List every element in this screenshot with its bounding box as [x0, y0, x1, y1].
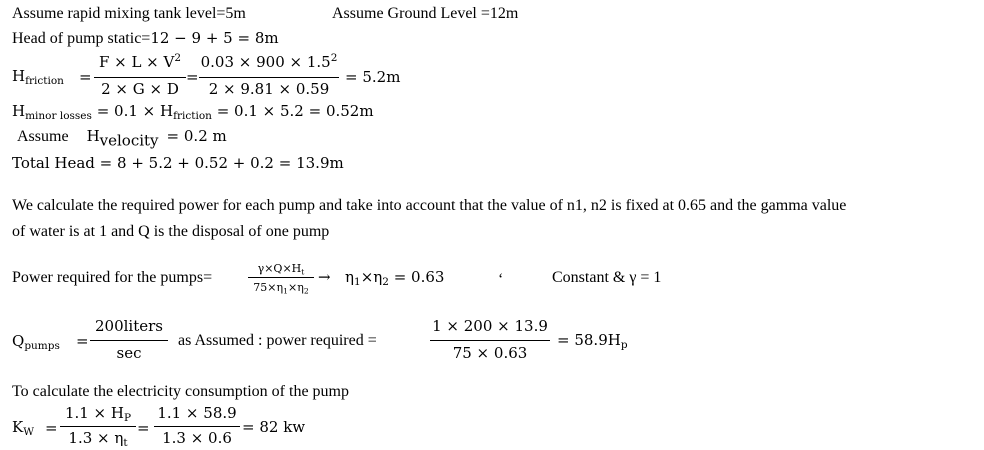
- power-arrow: →: [318, 268, 331, 286]
- qpumps-den: sec: [116, 344, 142, 362]
- kw-rule1: [60, 426, 136, 427]
- power-calc-den: 75 × 0.63: [452, 344, 528, 362]
- friction-eq2: =: [186, 68, 199, 86]
- friction-lhs: $H_{friction}$: [12, 67, 64, 88]
- ground-level: Assume Ground Level =12m: [332, 5, 519, 22]
- friction-frac2-den: 2 × 9.81 × 0.59: [208, 80, 330, 98]
- friction-frac1-rule: [94, 77, 186, 78]
- friction-frac1-num: $F \times L \times V^2$: [98, 52, 182, 71]
- power-result: = $58.9H_p$: [557, 331, 628, 352]
- paragraph-line-1: We calculate the required power for each pump and take into account that the value of n1, n2 is fixed at 0.65 and the gamma value: [12, 197, 847, 214]
- paragraph-line-2: of water is at 1 and Q is the disposal of one pump: [12, 223, 330, 240]
- kw-lhs: $K_W$: [12, 418, 35, 439]
- separator-mark: ‘: [498, 271, 504, 288]
- power-den: $75\times\eta_1\times\eta_2$: [253, 281, 309, 296]
- total-head: Total Head = 8 + 5.2 + 0.52 + 0.2 = 13.9m: [12, 154, 344, 172]
- friction-eq: =: [79, 68, 92, 86]
- static-head: [12, 31, 279, 47]
- kw-den1: $1.3 \times \eta_t$: [68, 429, 128, 450]
- kw-rule2: [154, 426, 240, 427]
- qpumps-eq: =: [76, 332, 89, 350]
- friction-frac2-num: $0.03 \times 900 \times 1.5^2$: [200, 52, 338, 71]
- assumed-power-label: as Assumed : power required =: [178, 332, 377, 349]
- kw-result: = 82 kw: [242, 418, 306, 436]
- kw-eq: =: [45, 419, 58, 437]
- qpumps-num: 200liters: [95, 317, 163, 335]
- electricity-label: To calculate the electricity consumption of the pump: [12, 383, 349, 400]
- power-num: $\gamma\times Q\times H_t$: [257, 262, 305, 277]
- minor-losses: $H_{minor losses} = 0.1 \times H_{friction} = 0.1 \times 5.2 = 0.52m$: [12, 102, 374, 123]
- mixing-tank-level: Assume rapid mixing tank level=5m: [12, 5, 246, 22]
- kw-num2: 1.1 × 58.9: [157, 404, 237, 422]
- kw-den2: 1.3 × 0.6: [162, 429, 232, 447]
- friction-frac2-rule: [199, 77, 339, 78]
- eta-product: $\eta_1\times\eta_2 = 0.63$: [345, 268, 445, 289]
- kw-eq2: =: [137, 419, 150, 437]
- power-calc-rule: [430, 340, 550, 341]
- power-label: Power required for the pumps=: [12, 269, 213, 286]
- qpumps-rule: [90, 340, 168, 341]
- power-rule: [248, 277, 314, 278]
- kw-num1: $1.1 \times H_P$: [64, 404, 132, 425]
- static-head-label: Head of pump static=: [12, 30, 151, 47]
- power-calc-num: 1 × 200 × 13.9: [432, 317, 548, 335]
- friction-frac1-den: 2 × G × D: [101, 80, 179, 98]
- constant-gamma: Constant & γ = 1: [552, 269, 662, 286]
- velocity-head: Assume $H_{velocity} = 0.2$ m: [17, 127, 227, 150]
- qpumps-lhs: $Q_{pumps}$: [12, 332, 60, 353]
- friction-result: = 5.2m: [345, 68, 401, 86]
- static-head-expr: 12 − 9 + 5 = 8m: [150, 29, 279, 47]
